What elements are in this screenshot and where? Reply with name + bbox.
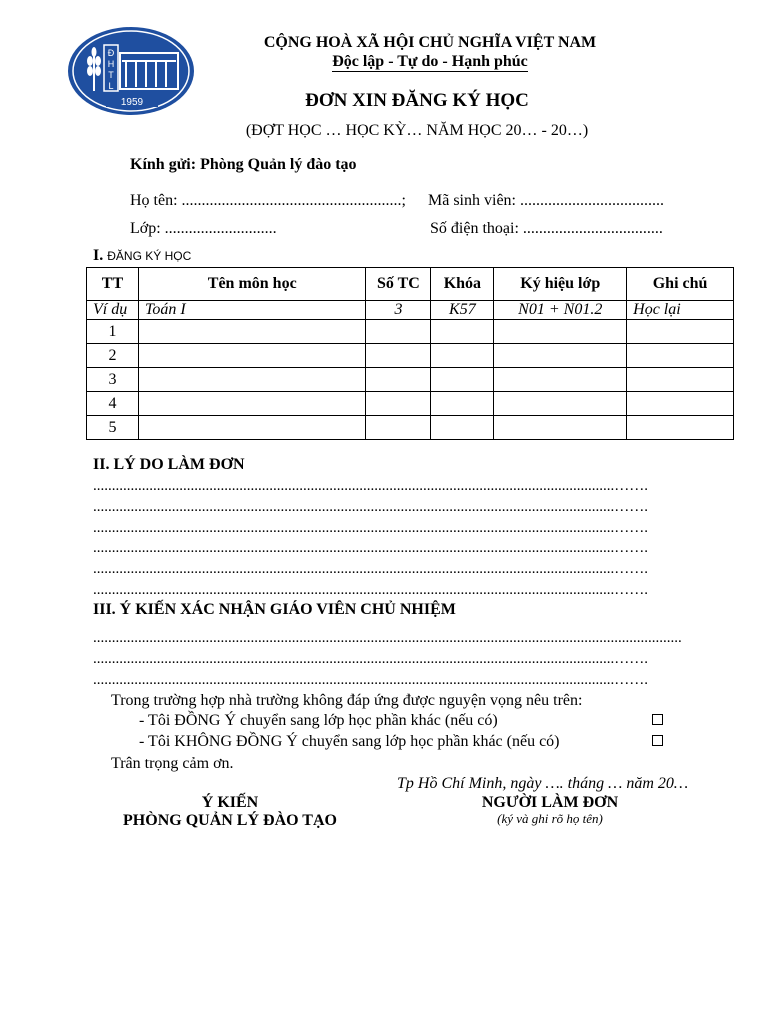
section-1-heading [93,247,191,265]
applicant-title: NGƯỜI LÀM ĐƠN [481,794,619,811]
cell-example-cohort: K57 [431,301,494,320]
table-row[interactable] [87,368,734,392]
reason-line[interactable]: ...........................................................................................................................................……. [93,478,648,494]
cell-class-code[interactable] [494,392,627,416]
header-tt: TT [87,268,139,301]
addressee: Kính gửi: Phòng Quản lý đào tạo [130,156,357,173]
cell-cohort[interactable] [431,392,494,416]
teacher-comment-line[interactable]: ............................................................................................................................................................. [93,630,682,646]
table-row[interactable] [87,320,734,344]
office-name: PHÒNG QUẢN LÝ ĐÀO TẠO [123,812,337,829]
teacher-comment-line[interactable]: ...........................................................................................................................................……. [93,651,648,667]
cell-example-credits: 3 [366,301,431,320]
svg-text:H: H [107,59,115,69]
class-field[interactable]: Lớp: ............................ [130,220,277,237]
cell-class-code[interactable] [494,344,627,368]
cell-note[interactable] [627,344,734,368]
cell-tt: 2 [87,344,139,368]
cell-class-code[interactable] [494,368,627,392]
logo-year: 1959 [120,97,144,108]
form-subtitle: (ĐỢT HỌC … HỌC KỲ… NĂM HỌC 20… - 20…) [245,122,589,139]
date-line: Tp Hồ Chí Minh, ngày …. tháng … năm 20… [397,775,689,792]
cell-tt: 4 [87,392,139,416]
reason-line[interactable]: ...........................................................................................................................................……. [93,499,648,515]
cell-note[interactable] [627,320,734,344]
reason-line[interactable]: ...........................................................................................................................................……. [93,520,648,536]
cell-credits[interactable] [366,392,431,416]
reason-line[interactable]: ...........................................................................................................................................……. [93,540,648,556]
cell-example-note: Học lại [627,301,734,320]
cell-tt: 1 [87,320,139,344]
cell-cohort[interactable] [431,416,494,440]
option-disagree-label: - Tôi KHÔNG ĐỒNG Ý chuyển sang lớp học phần khác (nếu có) [139,733,560,750]
header-credits: Số TC [366,268,431,301]
name-field[interactable]: Họ tên: .......................................................; [130,192,406,209]
cell-class-code[interactable] [494,320,627,344]
table-row[interactable] [87,392,734,416]
cell-note[interactable] [627,416,734,440]
header-cohort: Khóa [431,268,494,301]
table-row[interactable] [87,416,734,440]
logo-letters: Đ [107,48,115,58]
reason-line[interactable]: ...........................................................................................................................................……. [93,582,648,598]
cell-credits[interactable] [366,368,431,392]
agree-checkbox[interactable] [652,714,663,725]
teacher-comment-line[interactable]: ...........................................................................................................................................……. [93,672,648,688]
cell-credits[interactable] [366,320,431,344]
cell-cohort[interactable] [431,320,494,344]
phone-field[interactable]: Số điện thoại: ................................... [430,220,663,237]
course-table [86,267,734,440]
applicant-signature-note: (ký và ghi rõ họ tên) [497,811,603,826]
table-header-row [87,268,734,301]
country-name: CỘNG HOÀ XÃ HỘI CHỦ NGHĨA VIỆT NAM [263,34,597,51]
cell-course[interactable] [138,320,366,344]
section-1-label: ĐĂNG KÝ HỌC [107,249,192,263]
cell-example-tt: Ví dụ [87,301,139,320]
cell-course[interactable] [138,344,366,368]
student-id-field[interactable]: Mã sinh viên: .................................... [428,192,664,209]
cell-credits[interactable] [366,344,431,368]
section-2-heading: II. LÝ DO LÀM ĐƠN [93,456,245,473]
reason-line[interactable]: ...........................................................................................................................................……. [93,561,648,577]
disagree-checkbox[interactable] [652,735,663,746]
cell-note[interactable] [627,392,734,416]
section-3-heading: III. Ý KIẾN XÁC NHẬN GIÁO VIÊN CHỦ NHIỆM [93,601,456,618]
cell-course[interactable] [138,416,366,440]
motto-text: Độc lập - Tự do - Hạnh phúc [332,53,528,70]
form-title: ĐƠN XIN ĐĂNG KÝ HỌC [305,90,529,111]
option-agree-label: - Tôi ĐỒNG Ý chuyển sang lớp học phần khác (nếu có) [139,712,498,729]
cell-cohort[interactable] [431,344,494,368]
office-opinion-title: Ý KIẾN [201,794,259,811]
svg-text:L: L [108,81,114,91]
table-row-example [87,301,734,320]
thanks-text: Trân trọng cảm ơn. [111,755,234,772]
motto [230,53,630,71]
cell-course[interactable] [138,392,366,416]
cell-note[interactable] [627,368,734,392]
cell-cohort[interactable] [431,368,494,392]
svg-text:T: T [108,70,114,80]
cell-credits[interactable] [366,416,431,440]
cell-example-course: Toán I [138,301,366,320]
notice-text: Trong trường hợp nhà trường không đáp ứng được nguyện vọng nêu trên: [111,692,583,709]
cell-tt: 5 [87,416,139,440]
header-note: Ghi chú [627,268,734,301]
cell-class-code[interactable] [494,416,627,440]
table-row[interactable] [87,344,734,368]
header-course-name: Tên môn học [138,268,366,301]
header-class-code: Ký hiệu lớp [494,268,627,301]
cell-course[interactable] [138,368,366,392]
cell-example-class-code: N01 + N01.2 [494,301,627,320]
section-1-number: I. [93,247,104,264]
cell-tt: 3 [87,368,139,392]
